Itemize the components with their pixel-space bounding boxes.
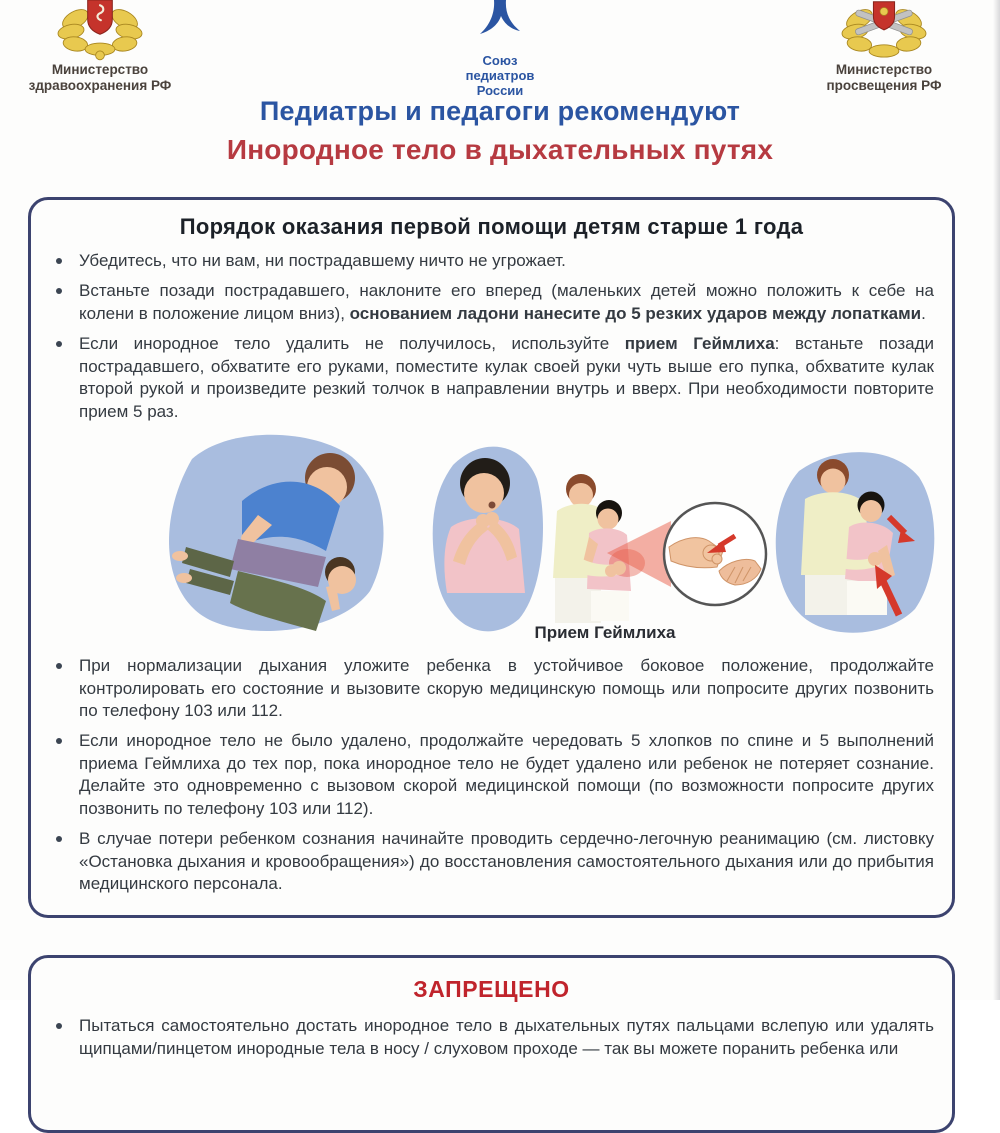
procedure-item: Если инородное тело не было удалено, продолжайте чередовать 5 хлопков по спине и 5 выполнений приема Геймлиха до тех пор, пока инородное тело не будет удалено или ребенок не потеряет сознание. Делайте это одновременно с вызовом скорой медицинской помощи (по возможности попросите других позвонить по телефону 103 или 112).: [49, 730, 934, 820]
tagline: Педиатры и педагоги рекомендуют: [259, 96, 741, 126]
procedure-item: В случае потери ребенком сознания начинайте проводить сердечно-легочную реанимацию (см. листовку «Остановка дыхания и кровообращения») до восстановления самостоятельного дыхания или до прибытия медицинского персонала.: [49, 828, 934, 895]
union-of-pediatricians-logo: [410, 0, 590, 98]
procedure-heading: Порядок оказания первой помощи детям старше 1 года: [179, 214, 804, 239]
union-label-line2: педиатров: [465, 68, 535, 83]
procedure-list-upper: [47, 250, 936, 423]
forbidden-list: [47, 1015, 936, 1060]
procedure-item: При нормализации дыхания уложите ребенка в устойчивое боковое положение, продолжайте контролировать его состояние и вызовите скорую медицинскую помощь или попросите других позвонить по телефону 103 или 112.: [49, 655, 934, 722]
procedure-item: Убедитесь, что ни вам, ни пострадавшему ничто не угрожает.: [49, 250, 934, 272]
union-of-pediatricians-emblem-icon: [470, 0, 530, 50]
union-label-line3: России: [476, 83, 524, 98]
first-aid-procedure-box: [28, 197, 955, 918]
union-label-line1: Союз: [482, 53, 518, 68]
leaflet-header: [0, 0, 1000, 197]
ministry-of-education-emblem-icon: [841, 0, 927, 58]
procedure-item: Если инородное тело удалить не получилось, используйте прием Геймлиха: встаньте позади пострадавшего, обхватите его руками, поместите кулак своей руки чуть выше его пупка, обхватите кулак второй рукой и произведите резкий толчок в направлении внутрь и вверх. При необходимости повторите прием 5 раз.: [49, 333, 934, 423]
procedure-list-lower: [47, 655, 936, 895]
procedure-item: Встаньте позади пострадавшего, наклоните его вперед (маленьких детей можно положить к себе на колени в положение лицом вниз), основанием ладони нанесите до 5 резких ударов между лопатками.: [49, 280, 934, 325]
ministry-of-health-label-line1: Министерство: [51, 62, 149, 77]
ministry-of-health-emblem-icon: [57, 0, 143, 58]
ministry-of-health-label-line2: здравоохранения РФ: [28, 78, 172, 93]
ministry-of-education-label-line2: просвещения РФ: [826, 78, 942, 93]
choking-child-illustration: [425, 443, 547, 641]
illustration-caption: Прием Геймлиха: [534, 623, 676, 643]
forbidden-heading: ЗАПРЕЩЕНО: [413, 976, 570, 1003]
forbidden-box: [28, 955, 955, 1133]
ministry-of-education-label-line1: Министерство: [835, 62, 933, 77]
ministry-of-education-logo: [794, 0, 974, 94]
forbidden-item: Пытаться самостоятельно достать инородное тело в дыхательных путях пальцами вслепую или удалять щипцами/пинцетом инородные тела в носу / слуховом проходе — так вы можете поранить ребенка или: [49, 1015, 934, 1060]
back-blows-illustration: [130, 431, 420, 636]
illustration-panel: [47, 431, 936, 649]
abdominal-thrust-illustration: [747, 449, 940, 639]
page-title: Инородное тело в дыхательных путях: [226, 134, 774, 165]
ministry-of-health-logo: [10, 0, 190, 94]
